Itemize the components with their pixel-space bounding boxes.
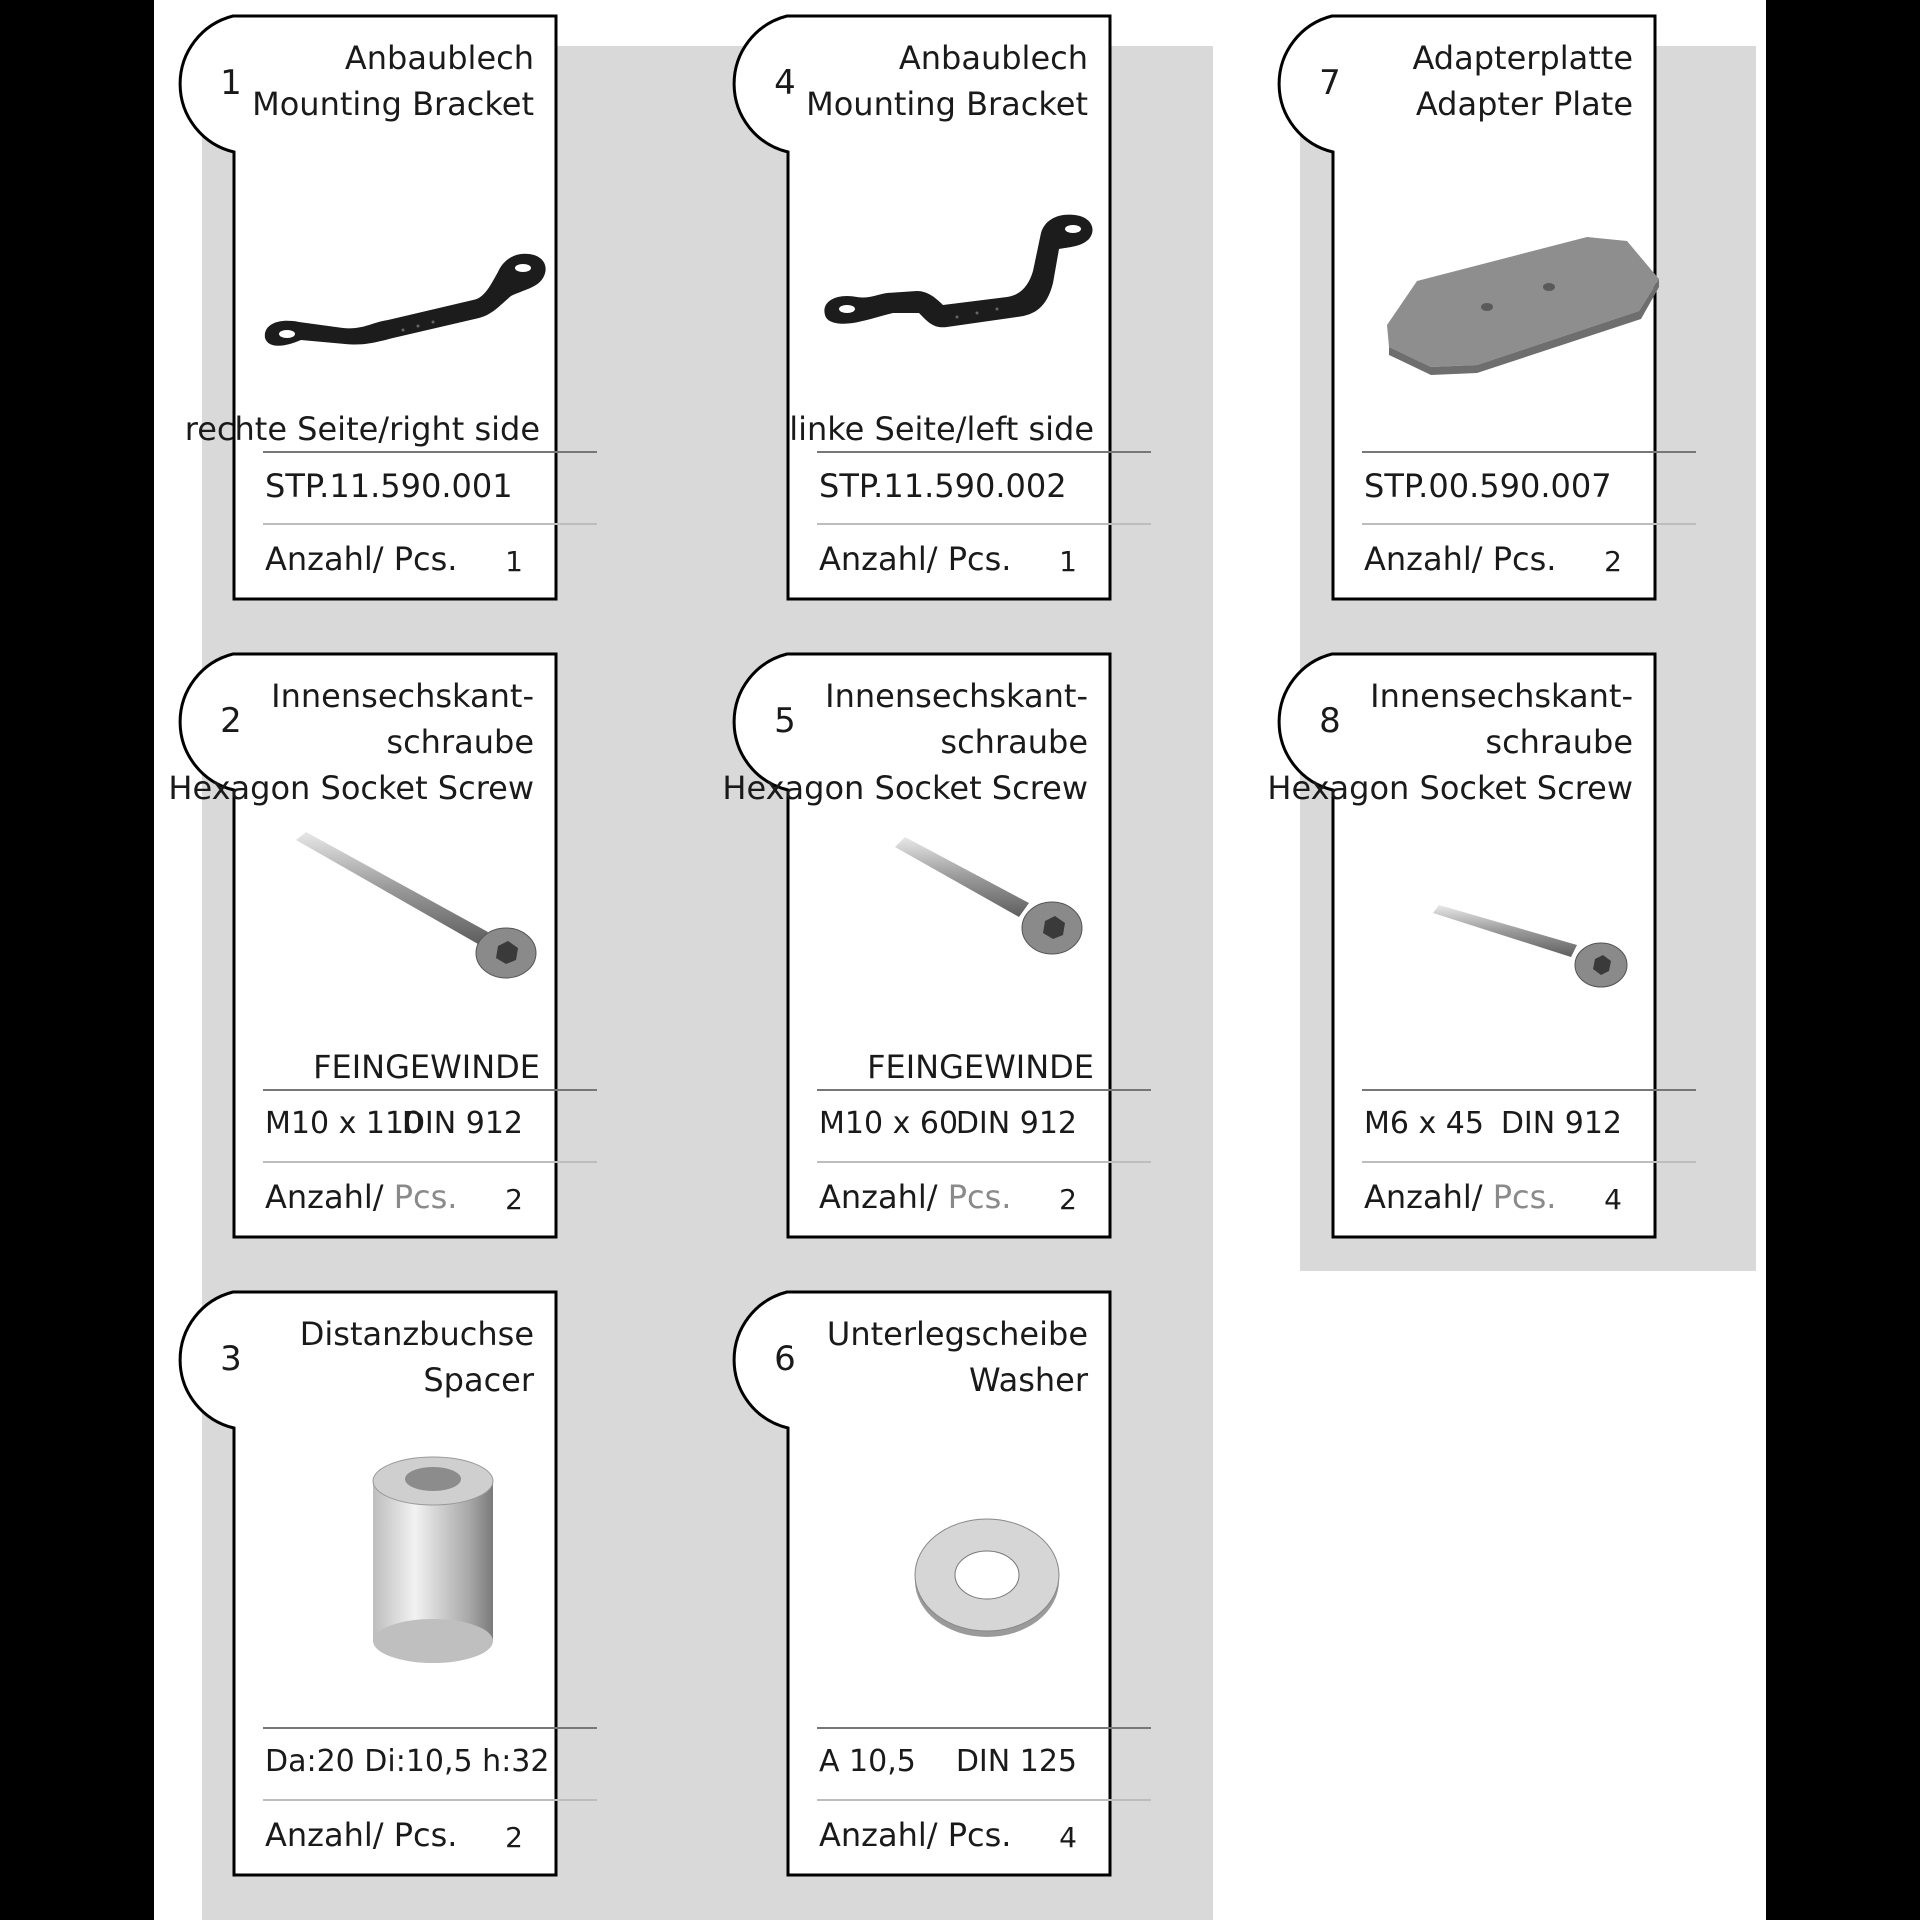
hexagon-socket-screw-image [1427,903,1647,1013]
quantity-label: Anzahl/ Pcs. [819,1816,1012,1854]
divider [817,1727,1151,1729]
divider [263,1799,597,1801]
quantity-value: 4 [1604,1183,1622,1216]
divider [1362,523,1696,525]
spacer-image [363,1451,503,1671]
din-standard: DIN 912 [955,1106,1077,1141]
part-title: Unterlegscheibe Washer [826,1315,1088,1399]
part-card-6 [717,1291,1112,1876]
quantity-value: 4 [1059,1821,1077,1854]
divider [263,451,597,453]
divider [1362,451,1696,453]
part-title: Innensechskant- schraube Hexagon Socket Screw [1267,677,1633,807]
divider [817,523,1151,525]
quantity-value: 1 [505,545,523,578]
quantity-label: Anzahl/ Pcs. [819,1178,1012,1216]
thread-note: FEINGEWINDE [867,1048,1094,1086]
quantity-value: 2 [1604,545,1622,578]
size-spec: A 10,5 [819,1744,916,1779]
washer-image [907,1511,1067,1641]
part-number: 2 [220,701,242,741]
mounting-bracket-left-image [807,205,1107,365]
part-title: Innensechskant- schraube Hexagon Socket Screw [722,677,1088,807]
part-number: 1 [220,63,242,103]
part-code: STP.11.590.002 [819,467,1067,505]
divider [263,1727,597,1729]
quantity-label: Anzahl/ Pcs. [1364,1178,1557,1216]
part-card-8 [1262,653,1657,1238]
size-spec: M10 x 110 [265,1106,424,1141]
quantity-value: 2 [505,1183,523,1216]
part-card-4 [717,15,1112,600]
part-card-7 [1262,15,1657,600]
hexagon-socket-screw-image [887,833,1107,983]
part-card-3 [163,1291,558,1876]
divider [817,451,1151,453]
part-code: STP.11.590.001 [265,467,513,505]
side-note: rechte Seite/right side [184,410,540,448]
divider [263,1089,597,1091]
part-code: STP.00.590.007 [1364,467,1612,505]
divider [263,1161,597,1163]
part-number: 5 [774,701,796,741]
part-title: Anbaublech Mounting Bracket [806,39,1088,123]
part-card-5 [717,653,1112,1238]
part-number: 6 [774,1339,796,1379]
quantity-label: Anzahl/ Pcs. [265,1816,458,1854]
quantity-label: Anzahl/ Pcs. [1364,540,1557,578]
dimensions-spec: Da:20 Di:10,5 h:32 [265,1744,550,1779]
part-number: 8 [1319,701,1341,741]
quantity-value: 1 [1059,545,1077,578]
mounting-bracket-right-image [253,220,553,370]
part-number: 4 [774,63,796,103]
part-title: Innensechskant- schraube Hexagon Socket Screw [168,677,534,807]
size-spec: M6 x 45 [1364,1106,1484,1141]
quantity-value: 2 [505,1821,523,1854]
hexagon-socket-screw-image [288,828,548,988]
divider [817,1089,1151,1091]
adapter-plate-image [1377,215,1667,395]
divider [817,1161,1151,1163]
din-standard: DIN 912 [1500,1106,1622,1141]
divider [1362,1161,1696,1163]
quantity-label: Anzahl/ Pcs. [265,1178,458,1216]
size-spec: M10 x 60 [819,1106,959,1141]
thread-note: FEINGEWINDE [313,1048,540,1086]
din-standard: DIN 912 [401,1106,523,1141]
quantity-label: Anzahl/ Pcs. [819,540,1012,578]
part-title: Anbaublech Mounting Bracket [252,39,534,123]
part-number: 3 [220,1339,242,1379]
part-title: Adapterplatte Adapter Plate [1412,39,1633,123]
divider [263,523,597,525]
part-card-2 [163,653,558,1238]
part-number: 7 [1319,63,1341,103]
quantity-value: 2 [1059,1183,1077,1216]
din-standard: DIN 125 [955,1744,1077,1779]
part-title: Distanzbuchse Spacer [299,1315,534,1399]
side-note: linke Seite/left side [789,410,1094,448]
part-card-1 [163,15,558,600]
quantity-label: Anzahl/ Pcs. [265,540,458,578]
divider [817,1799,1151,1801]
divider [1362,1089,1696,1091]
